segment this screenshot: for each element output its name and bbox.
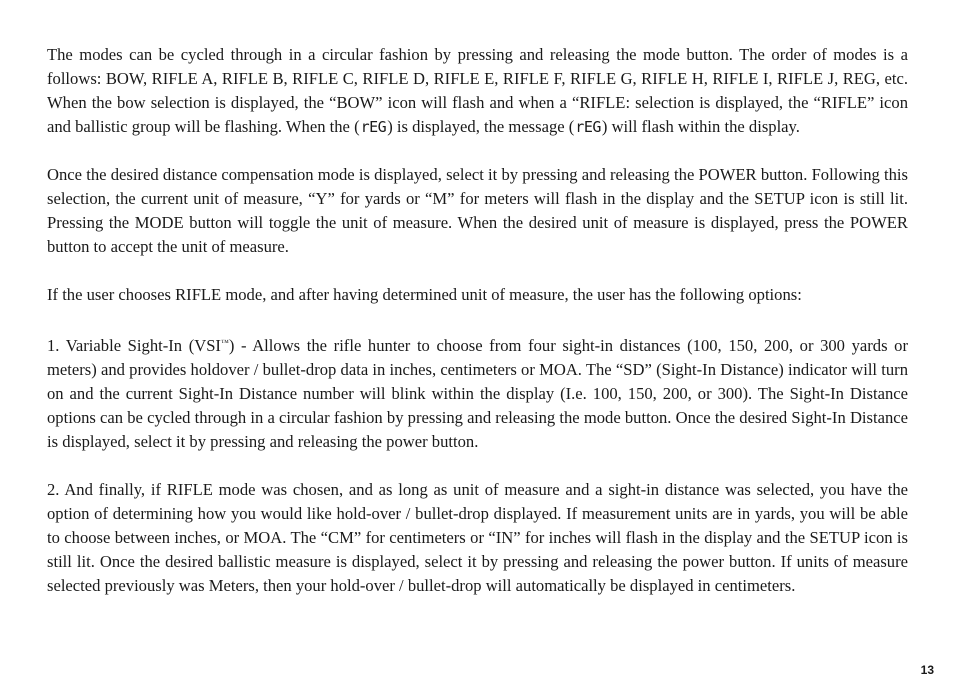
paragraph-text: The modes can be cycled through in a circular fashion by pressing and releasing the mode button. The order of modes is a follows: BOW, RIFLE A, RIFLE B, RIFLE C, RIFLE D, RIFLE E, RIFLE F, RIFLE G, RIFLE H, RIFLE I, RIFLE J, REG, etc. When the bow selection is displayed, the “BOW” icon will flash and when a “RIFLE: selection is displayed, the “RIFLE” icon and ballistic group will be flashing. When the (	[47, 45, 908, 136]
paragraph-text: ) - Allows the rifle hunter to choose from four sight-in distances (100, 150, 200, or 300 yards or meters) and provides holdover / bullet-drop data in inches, centimeters or MOA. The “SD” (Sight-In Distance) indicator will turn on and the current Sight-In Distance number will blink within the display (I.e. 100, 150, 200, or 300). The Sight-In Distance options can be cycled through in a circular fashion by pressing and releasing the mode button. Once the desired Sight-In Distance is displayed, select it by pressing and releasing the power button.	[47, 336, 908, 451]
paragraph-rifle-options: If the user chooses RIFLE mode, and after having determined unit of measure, the user has the following options:	[47, 285, 802, 304]
trademark-symbol: ™	[220, 338, 229, 347]
paragraph-holdover-display: 2. And finally, if RIFLE mode was chosen, and as long as unit of measure and a sight-in distance was selected, you have the option of determining how you would like hold-over / bullet-drop displayed. If measurement units are in yards, you will be able to choose between inches, or MOA. The “CM” for centimeters or “IN” for inches will flash in the display and the SETUP icon is still lit. Once the desired ballistic measure is displayed, select it by pressing and releasing the power button. If units of measure selected previously was Meters, then your hold-over / bullet-drop will automatically be displayed in centimeters.	[47, 480, 908, 595]
paragraph-variable-sight-in	[47, 331, 908, 454]
reg-display-icon: rEG	[360, 118, 387, 136]
paragraph-mode-cycling	[47, 43, 908, 139]
paragraph-unit-of-measure: Once the desired distance compensation mode is displayed, select it by pressing and releasing the POWER button. Following this selection, the current unit of measure, “Y” for yards or “M” for meters will flash in the display and the SETUP icon is still lit. Pressing the MODE button will toggle the unit of measure. When the desired unit of measure is displayed, press the POWER button to accept the unit of measure.	[47, 165, 908, 256]
paragraph-text: ) will flash within the display.	[601, 117, 800, 136]
reg-display-icon: rEG	[575, 118, 601, 136]
page-body	[47, 43, 908, 598]
paragraph-text: 1. Variable Sight-In (VSI	[47, 336, 221, 355]
paragraph-text: ) is displayed, the message (	[387, 117, 575, 136]
page-number: 13	[920, 663, 934, 677]
